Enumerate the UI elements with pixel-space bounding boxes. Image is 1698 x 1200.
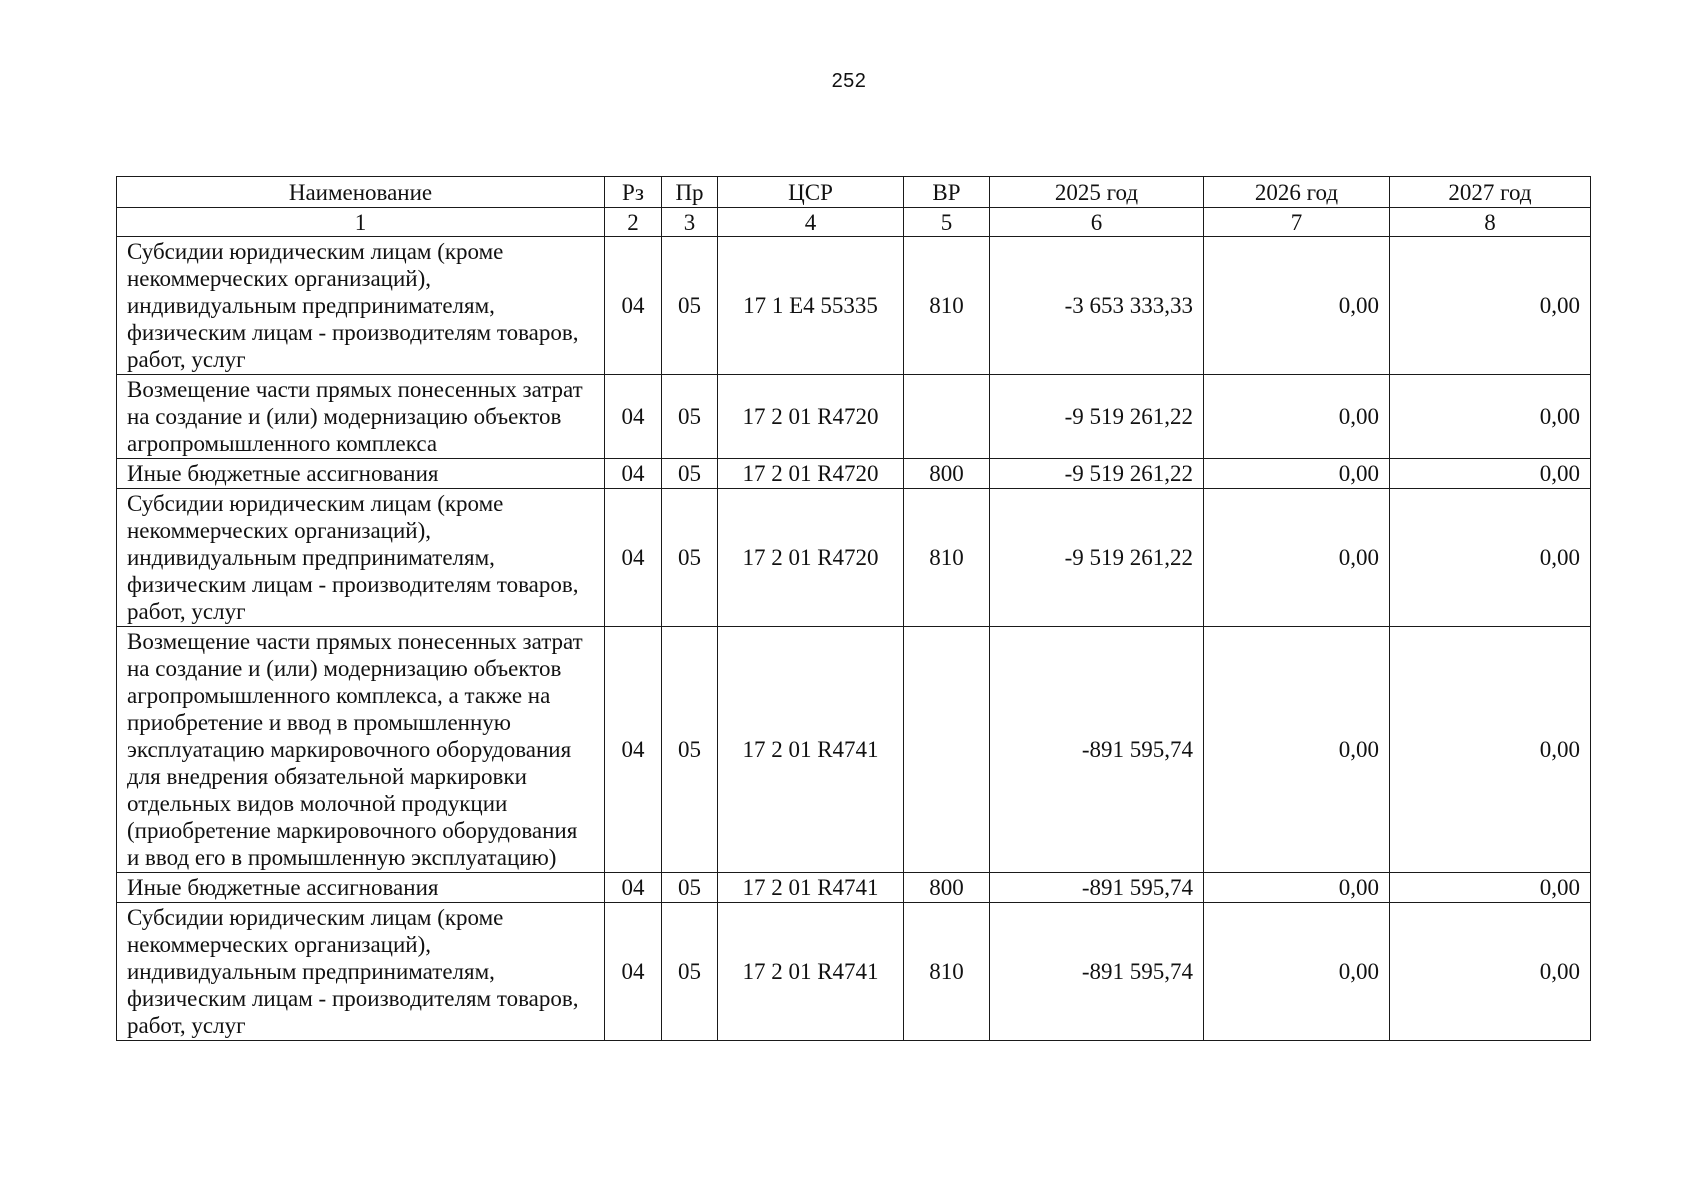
row-vr: 800 — [904, 873, 990, 903]
row-2026: 0,00 — [1204, 459, 1390, 489]
row-2025: -891 595,74 — [990, 873, 1204, 903]
row-rz: 04 — [605, 903, 662, 1041]
column-number: 4 — [718, 208, 904, 237]
row-rz: 04 — [605, 459, 662, 489]
row-2026: 0,00 — [1204, 873, 1390, 903]
header-row — [117, 177, 1591, 208]
row-pr: 05 — [662, 459, 718, 489]
table-row — [117, 237, 1591, 375]
row-name: Субсидии юридическим лицам (кроме некоммерческих организаций), индивидуальным предпринимателям, физическим лицам - производителям товаров, работ, услуг — [117, 489, 605, 627]
header-csr: ЦСР — [718, 177, 904, 208]
row-vr: 810 — [904, 489, 990, 627]
page-number: 252 — [831, 70, 867, 92]
row-rz: 04 — [605, 873, 662, 903]
header-2026: 2026 год — [1204, 177, 1390, 208]
row-2027: 0,00 — [1390, 873, 1591, 903]
column-number: 7 — [1204, 208, 1390, 237]
row-2025: -891 595,74 — [990, 627, 1204, 873]
row-pr: 05 — [662, 627, 718, 873]
column-number-row — [117, 208, 1591, 237]
column-number: 1 — [117, 208, 605, 237]
row-csr: 17 2 01 R4741 — [718, 627, 904, 873]
row-name: Субсидии юридическим лицам (кроме некоммерческих организаций), индивидуальным предпринимателям, физическим лицам - производителям товаров, работ, услуг — [117, 903, 605, 1041]
row-rz: 04 — [605, 489, 662, 627]
row-2025: -891 595,74 — [990, 903, 1204, 1041]
row-2026: 0,00 — [1204, 627, 1390, 873]
row-2027: 0,00 — [1390, 237, 1591, 375]
row-2027: 0,00 — [1390, 459, 1591, 489]
column-number: 3 — [662, 208, 718, 237]
row-pr: 05 — [662, 237, 718, 375]
row-2025: -9 519 261,22 — [990, 375, 1204, 459]
table-row — [117, 903, 1591, 1041]
row-name: Иные бюджетные ассигнования — [117, 459, 605, 489]
row-2026: 0,00 — [1204, 903, 1390, 1041]
header-pr: Пр — [662, 177, 718, 208]
row-pr: 05 — [662, 375, 718, 459]
table-row — [117, 489, 1591, 627]
row-name: Возмещение части прямых понесенных затрат на создание и (или) модернизацию объектов агропромышленного комплекса, а также на приобретение и ввод в промышленную эксплуатацию маркировочного оборудования для внедрения обязательной маркировки отдельных видов молочной продукции (приобретение маркировочного оборудования и ввод его в промышленную эксплуатацию) — [117, 627, 605, 873]
row-csr: 17 2 01 R4720 — [718, 375, 904, 459]
header-2025: 2025 год — [990, 177, 1204, 208]
row-2027: 0,00 — [1390, 903, 1591, 1041]
row-vr — [904, 375, 990, 459]
row-name: Субсидии юридическим лицам (кроме некоммерческих организаций), индивидуальным предпринимателям, физическим лицам - производителям товаров, работ, услуг — [117, 237, 605, 375]
column-number: 6 — [990, 208, 1204, 237]
header-vr: ВР — [904, 177, 990, 208]
row-2026: 0,00 — [1204, 375, 1390, 459]
row-csr: 17 2 01 R4741 — [718, 873, 904, 903]
row-csr: 17 1 Е4 55335 — [718, 237, 904, 375]
header-rz: Рз — [605, 177, 662, 208]
row-name: Иные бюджетные ассигнования — [117, 873, 605, 903]
row-vr: 810 — [904, 237, 990, 375]
row-pr: 05 — [662, 489, 718, 627]
row-vr — [904, 627, 990, 873]
row-2025: -3 653 333,33 — [990, 237, 1204, 375]
row-csr: 17 2 01 R4720 — [718, 459, 904, 489]
header-name: Наименование — [117, 177, 605, 208]
table-row — [117, 627, 1591, 873]
row-2027: 0,00 — [1390, 375, 1591, 459]
row-rz: 04 — [605, 375, 662, 459]
row-pr: 05 — [662, 873, 718, 903]
budget-table — [116, 176, 1591, 1041]
row-2027: 0,00 — [1390, 489, 1591, 627]
row-2027: 0,00 — [1390, 627, 1591, 873]
row-2026: 0,00 — [1204, 489, 1390, 627]
row-vr: 810 — [904, 903, 990, 1041]
row-rz: 04 — [605, 237, 662, 375]
row-2025: -9 519 261,22 — [990, 459, 1204, 489]
row-name: Возмещение части прямых понесенных затрат на создание и (или) модернизацию объектов агропромышленного комплекса — [117, 375, 605, 459]
row-csr: 17 2 01 R4720 — [718, 489, 904, 627]
row-csr: 17 2 01 R4741 — [718, 903, 904, 1041]
row-vr: 800 — [904, 459, 990, 489]
row-pr: 05 — [662, 903, 718, 1041]
header-2027: 2027 год — [1390, 177, 1591, 208]
table-row — [117, 873, 1591, 903]
row-2025: -9 519 261,22 — [990, 489, 1204, 627]
row-2026: 0,00 — [1204, 237, 1390, 375]
column-number: 2 — [605, 208, 662, 237]
table-row — [117, 459, 1591, 489]
column-number: 8 — [1390, 208, 1591, 237]
table-row — [117, 375, 1591, 459]
column-number: 5 — [904, 208, 990, 237]
row-rz: 04 — [605, 627, 662, 873]
